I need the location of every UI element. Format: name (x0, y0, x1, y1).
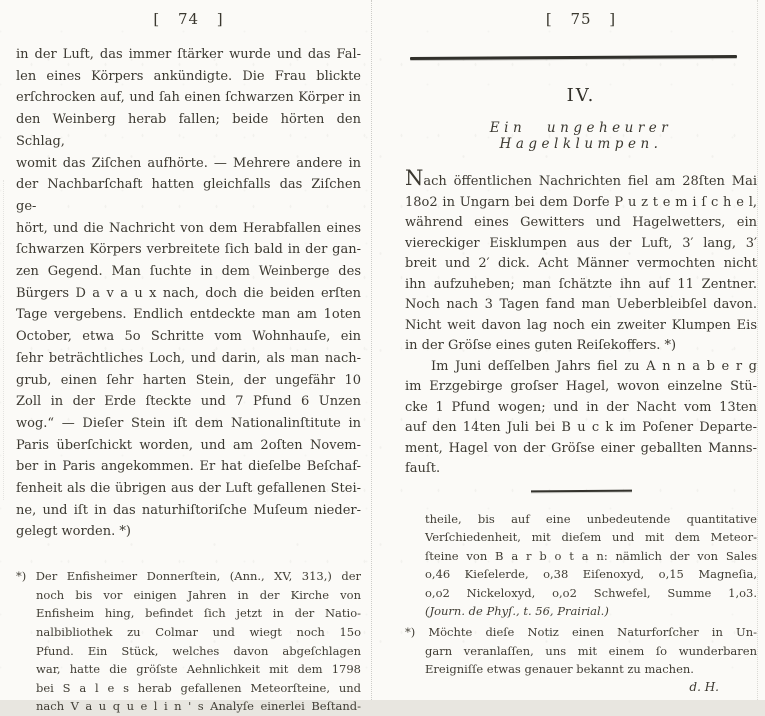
text-line: Nach öffentlichen Nachrichten fiel am 28ſten Mai (405, 166, 757, 190)
text-line: ne, und iſt in das naturhiſtoriſche Muſeum nieder- (16, 502, 361, 518)
text-line: *) Der Enfisheimer Donnerſtein, (Ann., XV, 313,) der (16, 569, 361, 584)
text-line: fauſt. (405, 461, 441, 476)
text-line: der Nachbarſchaft hatten gleichfalls das Ziſchen ge- (16, 177, 361, 214)
text-line: grub, einen ſehr harten Stein, der ungefähr 10 (16, 372, 361, 388)
text-line: Verſchiedenheit, mit dieſem und mit dem Meteor- (425, 530, 757, 545)
text-line: Pfund. Ein Stück, welches davon abgeſchlagen (36, 643, 361, 658)
text-line: o,46 Kieſelerde, o,38 Eiſenoxyd, o,15 Magneſia, (425, 567, 757, 582)
page-74-body-text (16, 44, 361, 543)
text-line: cke 1 Pfund wogen; und in der Nacht vom 13ten (405, 399, 757, 415)
page-number-left: [ 74 ] (153, 10, 224, 28)
page-75 (405, 10, 757, 694)
text-line: ſteine von B a r b o t a n: nämlich der von Sales (425, 548, 757, 563)
text-line: Enfisheim hing, befindet ſich jetzt in der Natio- (36, 606, 361, 621)
text-line: ſehr beträchtliches Loch, und darin, als man nach- (16, 350, 361, 366)
footnote-separator-rule (531, 489, 632, 492)
text-line: October, etwa 5o Schritte vom Wohnhauſe, ein (16, 329, 361, 345)
text-line: erſchrocken auf, und ſah einen ſchwarzen Körper in (16, 90, 361, 106)
text-line: fenheit als die übrigen aus der Luft gefallenen Stei- (16, 481, 361, 497)
text-line: ihn aufzuheben; man ſchätzte ihn auf 11 Zentner. (405, 276, 757, 292)
text-line: in der Gröſse eines guten Reiſekoffers. *) (405, 338, 677, 353)
text-line: len eines Körpers ankündigte. Die Frau blickte (16, 68, 361, 84)
page-74-footnote (16, 567, 361, 716)
text-line: in der Luft, das immer ſtärker wurde und das Fal- (16, 47, 361, 62)
text-line: auf den 14ten Juli bei B u c k im Poſener Departe- (405, 420, 757, 435)
page-edge-line (757, 0, 758, 700)
page-75-body-paragraph-2 (405, 357, 757, 480)
page-74 (16, 10, 361, 716)
text-line: gelegt worden. *) (16, 524, 131, 540)
text-line: (Journ. de Phyſ., t. 56, Prairial.) (425, 604, 609, 619)
text-line: Noch nach 3 Tagen fand man Ueberbleibſel davon. (405, 297, 757, 312)
text-line: 18o2 in Ungarn bei dem Dorfe P u z t e m i ſ c h e l, (405, 194, 757, 210)
text-line: Zoll in der Erde ſteckte und 7 Pfund 6 Unzen (16, 394, 361, 410)
text-line: ſchwarzen Körpers verbreitete ſich bald in der gan- (16, 242, 361, 258)
text-line: Paris überſchickt worden, und am 2oſten Novem- (16, 437, 361, 453)
text-line: Nicht weit davon lag noch ein zweiter Klumpen Eis (405, 317, 757, 333)
text-line: Im Juni deſſelben Jahrs fiel zu A n n a b e r g (431, 358, 757, 374)
text-line: den Weinberg herab fallen; beide hörten den Schlag, (16, 112, 361, 149)
text-line: ment, Hagel von der Gröſse einer geballten Manns- (405, 440, 757, 456)
text-line: noch bis vor einigen Jahren in der Kirche von (36, 587, 361, 602)
page-75-body-paragraph-1 (405, 168, 757, 357)
text-line: Ereigniſſe etwas genauer bekannt zu machen. (425, 662, 694, 677)
text-line: theile, bis auf eine unbedeutende quantitative (425, 511, 757, 526)
text-line: womit das Ziſchen aufhörte. — Mehrere andere in (16, 155, 361, 171)
page-75-footnote (405, 623, 757, 679)
text-line: nalbibliothek zu Colmar und wiegt noch 15o (36, 624, 361, 639)
text-line: zen Gegend. Man ſuchte in dem Weinberge des (16, 264, 361, 280)
page-gutter-fold-line (371, 0, 372, 700)
section-title: Ein ungeheurer Hagelklumpen. (489, 120, 673, 152)
page-75-footnote-continuation (405, 510, 757, 622)
text-line: Tage vergebens. Endlich entdeckte man am 1oten (16, 307, 361, 323)
section-number: IV. (566, 85, 596, 106)
text-line: viereckiger Eisklumpen aus der Luft, 3′ lang, 3′ (405, 235, 757, 251)
text-line: Bürgers D a v a u x nach, doch die beiden erſten (16, 285, 361, 301)
text-line: o,o2 Nickeloxyd, o,o2 Schwefel, Summe 1,o3. (425, 585, 757, 600)
text-line: *) Möchte dieſe Notiz einen Naturforſcher in Un- (405, 625, 757, 640)
text-line: während eines Gewitters und Hagelwetters, ein (405, 215, 757, 230)
author-initials: d. H. (689, 679, 719, 694)
text-line: breit und 2′ dick. Acht Männer vermochten nicht (405, 256, 757, 271)
text-line: im Erzgebirge groſser Hagel, wovon einzelne Stü- (405, 379, 757, 394)
text-line: bei S a l e s herab gefallenen Meteorſteine, und (36, 680, 361, 695)
text-line: garn veranlaſſen, uns mit einem ſo wunderbaren (425, 643, 757, 658)
text-line: ber in Paris angekommen. Er hat dieſelbe Beſchaf- (16, 459, 361, 475)
text-line: nach V a u q u e l i n ' s Analyſe einerlei Beſtand- (36, 699, 361, 714)
page-number-right: [ 75 ] (545, 10, 617, 28)
text-line: hört, und die Nachricht von dem Herabfallen eines (16, 220, 361, 236)
text-line: wog.“ — Dieſer Stein iſt dem Nationalinſtitute in (16, 415, 361, 431)
text-line: war, hatte die gröſste Aehnlichkeit mit dem 1798 (36, 662, 361, 677)
left-edge-mark (3, 180, 4, 500)
section-divider-rule (410, 55, 737, 60)
